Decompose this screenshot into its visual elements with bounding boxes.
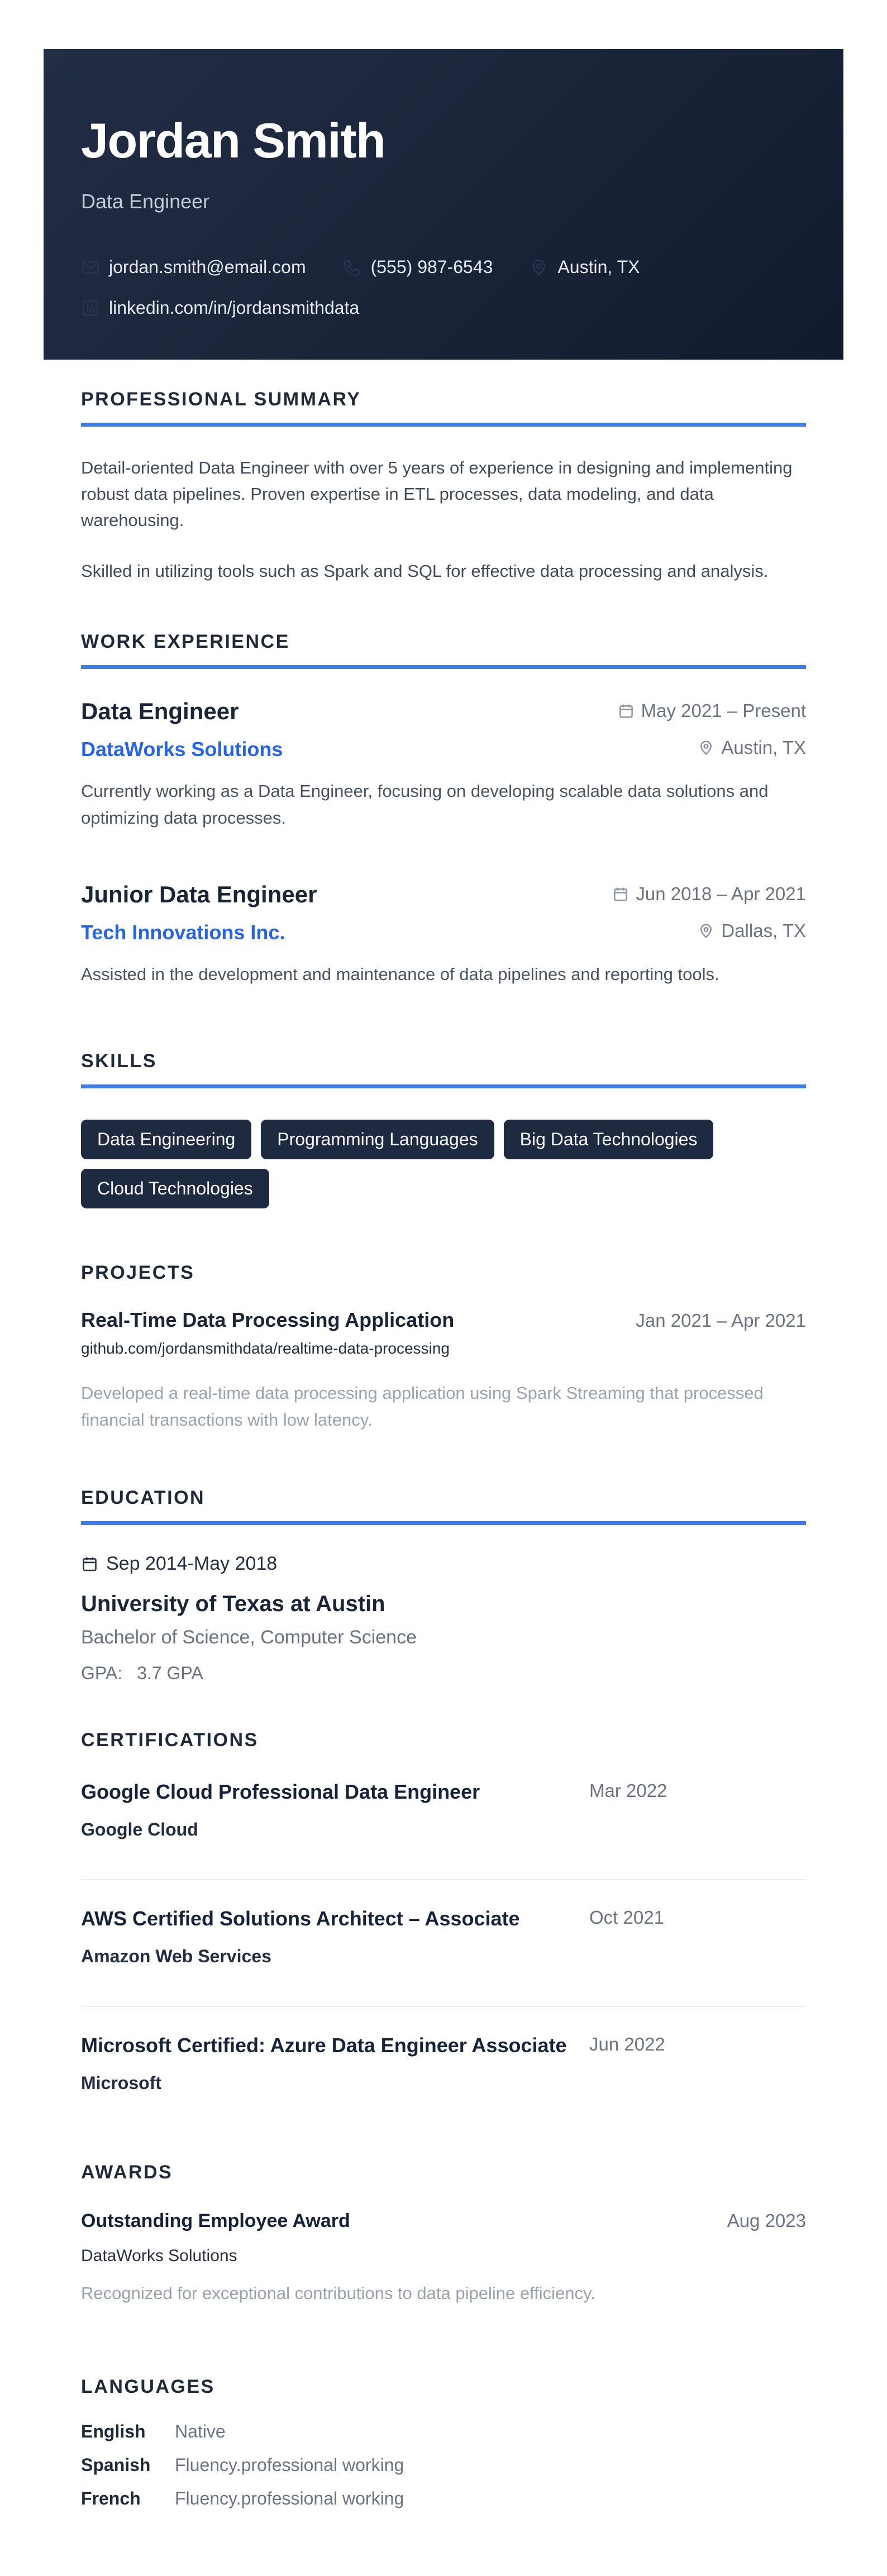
skill-tag: Programming Languages <box>261 1120 494 1159</box>
calendar-icon <box>618 702 635 719</box>
language-name: Spanish <box>81 2454 151 2475</box>
section-work-experience <box>81 631 806 987</box>
location-pin-icon <box>698 923 714 939</box>
certifications-heading: CERTIFICATIONS <box>81 1729 259 1751</box>
certification-entry <box>81 2034 806 2094</box>
linkedin-link[interactable] <box>81 298 359 318</box>
award-organization: DataWorks Solutions <box>81 2246 237 2265</box>
section-awards <box>81 2162 806 2303</box>
calendar-icon <box>81 1555 98 1573</box>
section-summary <box>81 389 806 584</box>
location-text: Austin, TX <box>557 257 640 278</box>
award-name: Outstanding Employee Award <box>81 2210 350 2231</box>
location-item <box>530 257 640 278</box>
work-location <box>698 737 806 758</box>
contact-block <box>81 257 806 318</box>
certification-entry <box>81 1907 806 1967</box>
education-dates-text: Sep 2014-May 2018 <box>106 1552 278 1574</box>
award-title-row <box>81 2210 806 2232</box>
company-link[interactable]: DataWorks Solutions <box>81 738 283 761</box>
award-entry <box>81 2210 806 2303</box>
education-heading: EDUCATION <box>81 1487 206 1508</box>
phone-text: (555) 987-6543 <box>370 257 493 278</box>
location-pin-icon <box>530 258 549 277</box>
certification-entry <box>81 1780 806 1840</box>
section-skills <box>81 1050 806 1208</box>
language-name: French <box>81 2488 141 2508</box>
skill-tag: Data Engineering <box>81 1120 251 1159</box>
education-school: University of Texas at Austin <box>81 1591 385 1616</box>
work-entry-company-row <box>81 920 806 944</box>
gpa-value: 3.7 GPA <box>137 1662 203 1683</box>
project-dates: Jan 2021 – Apr 2021 <box>636 1309 806 1331</box>
work-dates <box>612 883 806 905</box>
language-level: Fluency.professional working <box>175 2454 404 2475</box>
email-text: jordan.smith@email.com <box>109 257 306 278</box>
award-description: Recognized for exceptional contributions to data pipeline efficiency. <box>81 2283 595 2303</box>
section-languages <box>81 2376 806 2509</box>
certification-name: AWS Certified Solutions Architect – Associate <box>81 1906 520 1930</box>
language-name: English <box>81 2421 146 2441</box>
work-description: Assisted in the development and maintenance of data pipelines and reporting tools. <box>81 964 719 984</box>
summary-paragraph: Detail-oriented Data Engineer with over 5 years of experience in designing and implementing robust data pipelines. Proven expertise in ETL processes, data modeling, and data warehousing. <box>81 458 793 531</box>
phone-icon <box>343 258 362 277</box>
linkedin-icon <box>81 299 100 318</box>
project-url: github.com/jordansmithdata/realtime-data-processing <box>81 1339 450 1357</box>
section-education <box>81 1487 806 1684</box>
language-level: Native <box>175 2421 226 2441</box>
project-entry <box>81 1308 806 1433</box>
work-dates-text: May 2021 – Present <box>641 700 806 721</box>
work-heading: WORK EXPERIENCE <box>81 631 290 653</box>
resume-body <box>44 389 843 2509</box>
linkedin-text: linkedin.com/in/jordansmithdata <box>109 298 360 318</box>
project-description: Developed a real-time data processing application using Spark Streaming that processed financial transactions with low latency. <box>81 1383 764 1430</box>
work-entry <box>81 698 806 831</box>
mail-icon <box>81 258 100 277</box>
work-entry-company-row <box>81 737 806 761</box>
project-name: Real-Time Data Processing Application <box>81 1308 455 1331</box>
section-projects <box>81 1262 806 1433</box>
awards-heading: AWARDS <box>81 2161 173 2183</box>
skill-tag: Cloud Technologies <box>81 1169 269 1208</box>
language-list <box>81 2421 806 2509</box>
education-degree: Bachelor of Science, Computer Science <box>81 1626 417 1648</box>
phone-link[interactable] <box>343 257 493 278</box>
resume-header <box>44 49 843 360</box>
company-link[interactable]: Tech Innovations Inc. <box>81 920 285 944</box>
certification-issuer: Microsoft <box>81 2072 161 2093</box>
languages-heading: LANGUAGES <box>81 2376 215 2397</box>
certification-date: Jun 2022 <box>589 2033 665 2054</box>
education-accent-rule <box>81 1521 806 1525</box>
calendar-icon <box>612 886 629 902</box>
work-dates-text: Jun 2018 – Apr 2021 <box>636 883 806 904</box>
work-dates <box>618 700 806 721</box>
work-location <box>698 920 806 941</box>
summary-paragraph: Skilled in utilizing tools such as Spark and SQL for effective data processing and analysis. <box>81 561 769 581</box>
certification-date: Oct 2021 <box>589 1906 664 1928</box>
certification-divider <box>81 1879 806 1880</box>
person-job-title: Data Engineer <box>81 190 210 213</box>
certification-name: Google Cloud Professional Data Engineer <box>81 1780 480 1803</box>
certification-divider <box>81 2006 806 2007</box>
skills-accent-rule <box>81 1084 806 1088</box>
work-entry-title-row <box>81 698 806 725</box>
work-accent-rule <box>81 665 806 669</box>
language-row <box>81 2421 806 2442</box>
work-entry-title-row <box>81 881 806 908</box>
work-job-title: Junior Data Engineer <box>81 881 317 907</box>
project-title-row <box>81 1308 806 1332</box>
language-level: Fluency.professional working <box>175 2488 404 2508</box>
certification-name: Microsoft Certified: Azure Data Engineer Associate <box>81 2033 567 2057</box>
work-job-title: Data Engineer <box>81 698 239 725</box>
contact-row-1 <box>81 257 806 278</box>
gpa-label: GPA: <box>81 1662 123 1683</box>
contact-row-2 <box>81 298 806 318</box>
location-pin-icon <box>698 739 714 756</box>
email-link[interactable] <box>81 257 306 278</box>
certification-date: Mar 2022 <box>589 1780 667 1801</box>
summary-text-block <box>81 455 806 584</box>
section-certifications <box>81 1729 806 2094</box>
skills-heading: SKILLS <box>81 1050 157 1072</box>
summary-accent-rule <box>81 423 806 427</box>
certification-issuer: Amazon Web Services <box>81 1946 271 1966</box>
work-entry <box>81 881 806 988</box>
education-dates <box>81 1553 806 1575</box>
education-gpa-row <box>81 1663 806 1684</box>
work-location-text: Austin, TX <box>721 737 806 758</box>
person-name: Jordan Smith <box>81 113 385 168</box>
summary-heading: PROFESSIONAL SUMMARY <box>81 389 361 410</box>
projects-heading: PROJECTS <box>81 1261 195 1283</box>
work-description: Currently working as a Data Engineer, focusing on developing scalable data solutions and optimizing data processes. <box>81 781 769 828</box>
work-location-text: Dallas, TX <box>721 920 806 941</box>
award-date: Aug 2023 <box>727 2210 806 2231</box>
skill-tag: Big Data Technologies <box>504 1120 714 1159</box>
language-row <box>81 2488 806 2509</box>
language-row <box>81 2455 806 2475</box>
certification-issuer: Google Cloud <box>81 1819 198 1839</box>
skill-tag-list <box>81 1120 806 1208</box>
